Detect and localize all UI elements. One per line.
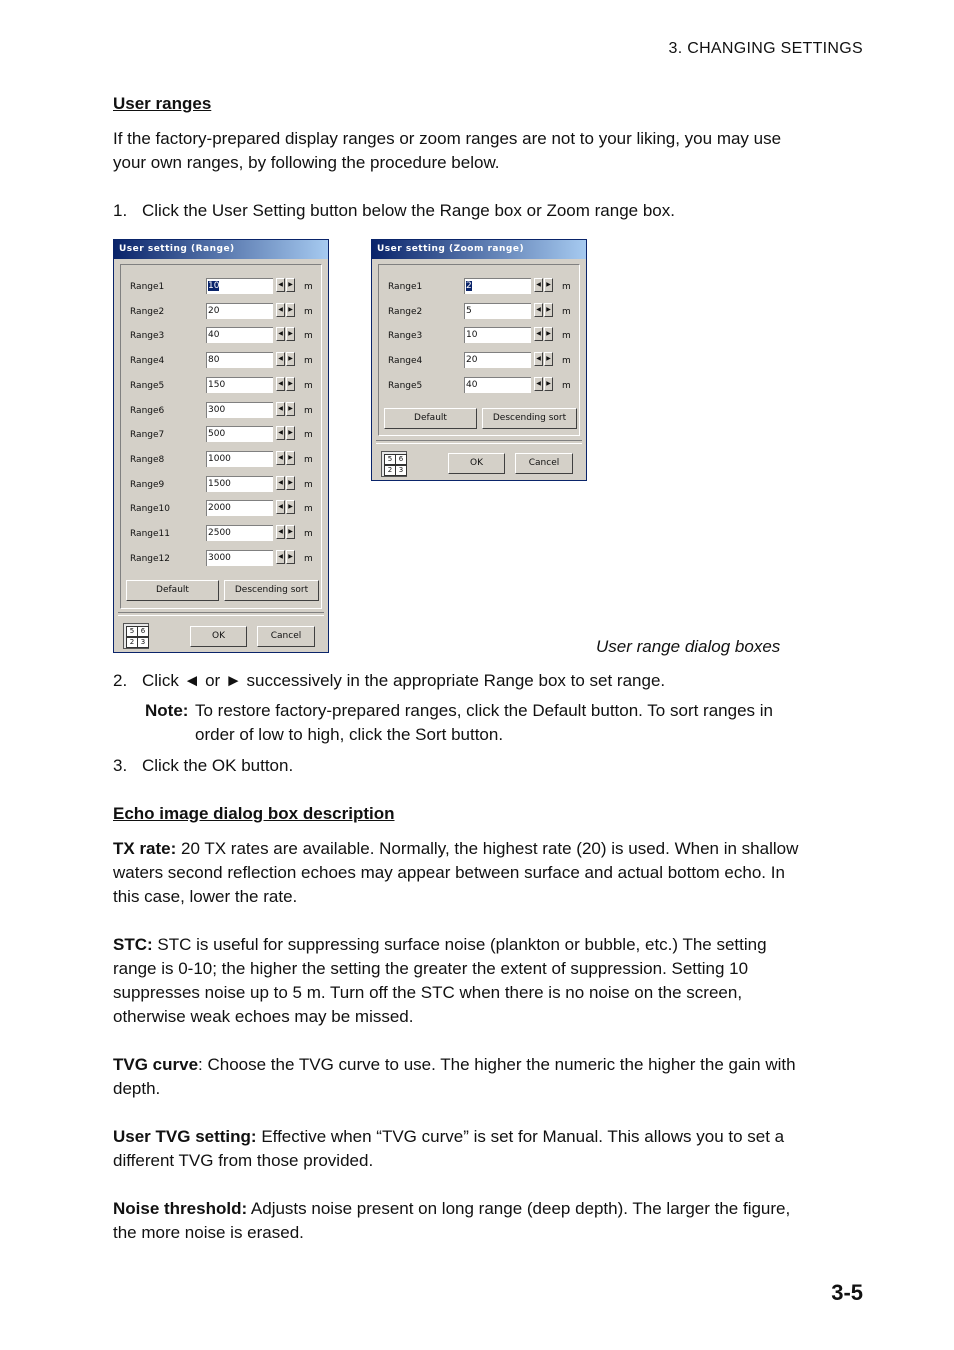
range-value: 3000: [208, 552, 231, 563]
unit-label: m: [562, 380, 571, 391]
descending-sort-button[interactable]: Descending sort: [224, 580, 319, 601]
range-value: 80: [208, 355, 220, 366]
decrease-arrow-icon[interactable]: ◀: [276, 278, 285, 292]
range-value: 2500: [208, 528, 231, 538]
keypad-icon[interactable]: [123, 623, 149, 649]
paragraph-text: the more noise is erased.: [113, 1223, 304, 1242]
unit-label: m: [562, 331, 571, 342]
range-label: Range4: [130, 356, 165, 367]
paragraph-text: suppresses noise up to 5 m. Turn off the STC when there is no noise on the screen,: [113, 983, 743, 1002]
paragraph-text: Effective when “TVG curve” is set for Manual. This allows you to set a: [256, 1127, 785, 1146]
range-row: [114, 352, 324, 372]
range-value-input[interactable]: [206, 451, 273, 467]
unit-label: m: [304, 282, 313, 292]
increase-arrow-icon[interactable]: ▶: [544, 352, 553, 366]
range-row: [372, 303, 582, 323]
range-value: 500: [208, 429, 226, 440]
range-label: Range5: [130, 380, 165, 391]
term-label: TVG curve: [113, 1055, 199, 1074]
range-value-input[interactable]: [206, 352, 273, 368]
keypad-key: 6: [395, 454, 407, 465]
chapter-header: 3. CHANGING SETTINGS: [668, 40, 863, 57]
range-value-input[interactable]: [206, 476, 273, 492]
ok-button[interactable]: OK: [190, 626, 247, 647]
step-text: Click ◄ or ► successively in the appropriate Range box to set range.: [142, 671, 666, 690]
keypad-key: 2: [126, 637, 138, 648]
range-row: [114, 377, 324, 397]
decrease-arrow-icon[interactable]: ◀: [276, 303, 285, 317]
dialog-title: User setting (Range): [114, 240, 328, 259]
range-row: [372, 352, 582, 372]
step-number: 2.: [113, 671, 128, 690]
increase-arrow-icon[interactable]: ▶: [286, 352, 295, 366]
range-value-input[interactable]: [464, 377, 531, 393]
range-value: 2000: [208, 503, 231, 514]
range-row: [372, 377, 582, 397]
range-label: Range3: [388, 331, 423, 342]
cancel-button[interactable]: Cancel: [515, 453, 573, 474]
unit-label: m: [304, 356, 313, 367]
range-value-input[interactable]: [206, 500, 273, 516]
decrease-arrow-icon[interactable]: ◀: [276, 451, 285, 465]
range-row: [372, 327, 582, 347]
noise-threshold-paragraph: [113, 1197, 873, 1245]
dialog-title: User setting (Zoom range): [372, 240, 586, 259]
range-label: Range9: [130, 479, 165, 490]
increase-arrow-icon[interactable]: ▶: [286, 451, 295, 465]
range-row: [114, 426, 324, 446]
decrease-arrow-icon[interactable]: ◀: [276, 476, 285, 490]
unit-label: m: [562, 306, 571, 317]
range-value-input[interactable]: [464, 352, 531, 368]
unit-label: m: [562, 356, 571, 367]
range-label: Range2: [130, 306, 165, 317]
range-value-input[interactable]: [206, 327, 273, 343]
range-value-input[interactable]: [206, 303, 273, 319]
increase-arrow-icon[interactable]: ▶: [286, 525, 295, 539]
paragraph-text: 20 TX rates are available. Normally, the highest rate (20) is used. When in shallow: [176, 839, 799, 858]
paragraph-text: Adjusts noise present on long range (deep depth). The larger the figure,: [247, 1199, 791, 1218]
term-label: User TVG setting:: [113, 1127, 257, 1146]
keypad-key: 5: [126, 626, 138, 637]
range-label: Range10: [130, 504, 170, 515]
cancel-button[interactable]: Cancel: [257, 626, 315, 647]
paragraph-text: range is 0-10; the higher the setting the greater the extent of suppression. Setting 10: [113, 959, 749, 978]
range-row: [114, 525, 324, 545]
range-value-input[interactable]: [206, 377, 273, 393]
range-row: [372, 278, 582, 298]
unit-label: m: [304, 306, 313, 317]
unit-label: m: [304, 405, 313, 416]
range-value-input[interactable]: [206, 550, 273, 566]
keypad-key: 5: [384, 454, 396, 465]
increase-arrow-icon[interactable]: ▶: [544, 377, 553, 391]
decrease-arrow-icon[interactable]: ◀: [534, 303, 543, 317]
range-value: 10: [208, 281, 220, 291]
paragraph-text: waters second reflection echoes may appear between surface and actual bottom echo. In: [113, 863, 785, 882]
default-button[interactable]: Default: [126, 580, 219, 601]
range-value: 1000: [208, 453, 231, 464]
decrease-arrow-icon[interactable]: ◀: [534, 377, 543, 391]
range-label: Range5: [388, 380, 423, 391]
divider: [118, 612, 324, 616]
default-button[interactable]: Default: [384, 408, 477, 429]
decrease-arrow-icon[interactable]: ◀: [276, 550, 285, 564]
paragraph-text: : Choose the TVG curve to use. The higher the numeric the higher the gain with: [198, 1055, 796, 1074]
section-heading-user-ranges: User ranges: [113, 94, 212, 113]
decrease-arrow-icon[interactable]: ◀: [276, 426, 285, 440]
user-tvg-paragraph: [113, 1125, 873, 1173]
tvg-curve-paragraph: [113, 1053, 873, 1101]
range-row: [114, 476, 324, 496]
descending-sort-button[interactable]: Descending sort: [482, 408, 577, 429]
range-value: 1500: [208, 478, 231, 489]
user-setting-zoom-range-dialog: [371, 239, 587, 481]
intro-line: If the factory-prepared display ranges or zoom ranges are not to your liking, you may use: [113, 129, 782, 148]
term-label: STC:: [113, 935, 153, 954]
paragraph-text: this case, lower the rate.: [113, 887, 298, 906]
range-row: [114, 327, 324, 347]
range-value: 300: [208, 404, 226, 415]
range-label: Range3: [130, 331, 165, 342]
range-label: Range6: [130, 405, 165, 416]
user-setting-range-dialog: [113, 239, 329, 653]
step-number: 1.: [113, 201, 128, 220]
range-value: 150: [208, 379, 226, 390]
increase-arrow-icon[interactable]: ▶: [544, 303, 553, 317]
paragraph-text: different TVG from those provided.: [113, 1151, 374, 1170]
range-value: 20: [208, 305, 220, 316]
decrease-arrow-icon[interactable]: ◀: [534, 352, 543, 366]
keypad-key: 2: [384, 465, 396, 476]
term-label: TX rate:: [113, 839, 177, 858]
increase-arrow-icon[interactable]: ▶: [286, 327, 295, 341]
range-value: 5: [466, 305, 472, 316]
decrease-arrow-icon[interactable]: ◀: [534, 278, 543, 292]
range-label: Range11: [130, 529, 170, 539]
range-row: [114, 550, 324, 570]
increase-arrow-icon[interactable]: ▶: [286, 426, 295, 440]
keypad-key: 6: [137, 626, 149, 637]
keypad-key: 3: [395, 465, 407, 476]
decrease-arrow-icon[interactable]: ◀: [276, 327, 285, 341]
keypad-icon[interactable]: [381, 451, 407, 477]
range-label: Range12: [130, 553, 170, 564]
increase-arrow-icon[interactable]: ▶: [286, 303, 295, 317]
unit-label: m: [304, 380, 313, 391]
keypad-key: 3: [137, 637, 149, 648]
range-value-input[interactable]: [464, 303, 531, 319]
range-value: 40: [466, 379, 478, 390]
increase-arrow-icon[interactable]: ▶: [286, 402, 295, 416]
term-label: Noise threshold:: [113, 1199, 248, 1218]
range-row: [114, 402, 324, 422]
section-heading-echo-image: Echo image dialog box description: [113, 804, 395, 823]
range-label: Range2: [388, 306, 423, 317]
range-value-input[interactable]: [206, 402, 273, 418]
decrease-arrow-icon[interactable]: ◀: [534, 327, 543, 341]
note-text: To restore factory-prepared ranges, click the Default button. To sort ranges in: [195, 701, 773, 720]
range-value: 20: [466, 355, 478, 366]
divider: [376, 440, 582, 444]
range-row: [114, 278, 324, 298]
range-label: Range1: [388, 282, 423, 292]
range-value: 10: [466, 330, 478, 341]
increase-arrow-icon[interactable]: ▶: [286, 278, 295, 292]
tx-rate-paragraph: [113, 837, 873, 909]
unit-label: m: [304, 331, 313, 342]
increase-arrow-icon[interactable]: ▶: [286, 550, 295, 564]
range-label: Range8: [130, 454, 165, 465]
paragraph-text: depth.: [113, 1079, 161, 1098]
ok-button[interactable]: OK: [448, 453, 505, 474]
step-text: Click the OK button.: [142, 756, 294, 775]
decrease-arrow-icon[interactable]: ◀: [276, 377, 285, 391]
range-label: Range4: [388, 356, 423, 367]
range-value-input[interactable]: [206, 278, 273, 294]
decrease-arrow-icon[interactable]: ◀: [276, 500, 285, 514]
increase-arrow-icon[interactable]: ▶: [286, 377, 295, 391]
decrease-arrow-icon[interactable]: ◀: [276, 402, 285, 416]
unit-label: m: [304, 529, 313, 539]
increase-arrow-icon[interactable]: ▶: [286, 476, 295, 490]
note-label: Note:: [145, 701, 189, 720]
intro-line: your own ranges, by following the procedure below.: [113, 153, 500, 172]
increase-arrow-icon[interactable]: ▶: [286, 500, 295, 514]
range-value: 40: [208, 330, 220, 341]
page-number: 3-5: [831, 1280, 863, 1305]
step-text: Click the User Setting button below the Range box or Zoom range box.: [142, 201, 675, 220]
decrease-arrow-icon[interactable]: ◀: [276, 352, 285, 366]
range-label: Range7: [130, 430, 165, 441]
increase-arrow-icon[interactable]: ▶: [544, 327, 553, 341]
intro-paragraph: [113, 127, 781, 175]
range-row: [114, 451, 324, 471]
range-value-input[interactable]: [206, 525, 273, 541]
note-text: order of low to high, click the Sort button.: [195, 725, 504, 744]
figure-caption: User range dialog boxes: [596, 637, 781, 656]
unit-label: m: [304, 479, 313, 490]
step-number: 3.: [113, 756, 128, 775]
unit-label: m: [304, 430, 313, 441]
unit-label: m: [562, 282, 571, 292]
range-label: Range1: [130, 282, 165, 292]
range-row: [114, 303, 324, 323]
range-value-input[interactable]: [464, 327, 531, 343]
unit-label: m: [304, 454, 313, 465]
paragraph-text: otherwise weak echoes may be missed.: [113, 1007, 414, 1026]
stc-paragraph: [113, 933, 873, 1029]
increase-arrow-icon[interactable]: ▶: [544, 278, 553, 292]
unit-label: m: [304, 504, 313, 515]
range-row: [114, 500, 324, 520]
range-value-input[interactable]: [206, 426, 273, 442]
unit-label: m: [304, 553, 313, 564]
decrease-arrow-icon[interactable]: ◀: [276, 525, 285, 539]
paragraph-text: STC is useful for suppressing surface noise (plankton or bubble, etc.) The setting: [152, 935, 767, 954]
range-value: 2: [466, 281, 472, 291]
range-value-input[interactable]: [464, 278, 531, 294]
